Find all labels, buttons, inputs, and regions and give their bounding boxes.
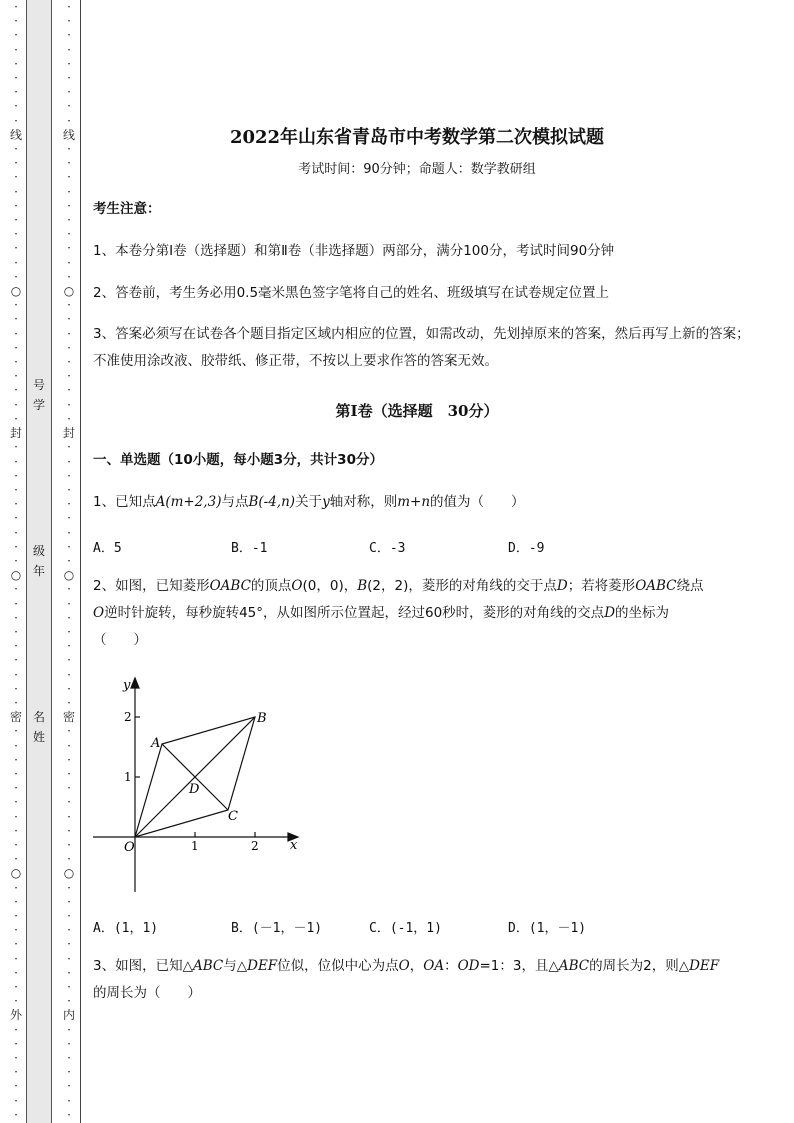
margin-dot: · (14, 738, 18, 753)
margin-dot: · (14, 213, 18, 228)
margin-dot: · (67, 326, 71, 341)
margin-dot: · (67, 440, 71, 455)
margin-dot: · (14, 142, 18, 157)
q2-text: 的坐标为 (615, 605, 670, 621)
q1-axis: y (322, 494, 330, 510)
margin-dot: · (14, 14, 18, 29)
field-char: 名 (32, 710, 45, 724)
q2-option-c[interactable]: C．(-1，1) (369, 921, 442, 936)
margin-dot: · (14, 227, 18, 242)
notice-item-3: 3、答案必须写在试卷各个题目指定区域内相应的位置，如需改动，先划掉原来的答案，然后再写上新的答案；不准使用涂改液、胶带纸、修正带，不按以上要求作答的答案无效。 (93, 326, 750, 369)
q2-option-a[interactable]: A．(1，1) (93, 921, 159, 936)
margin-dot: · (67, 269, 71, 284)
q1-text: 的值为（ ） (430, 494, 525, 510)
section-title: 第I卷（选择题 30分） (335, 402, 499, 420)
y-axis-label: y (123, 678, 131, 693)
margin-dot: · (67, 482, 71, 497)
margin-dot: · (67, 695, 71, 710)
margin-dot: · (14, 681, 18, 696)
margin-dot: · (14, 383, 18, 398)
margin-mark: 外 (9, 1008, 22, 1023)
margin-mark: 封 (62, 426, 75, 441)
grade-label (28, 541, 50, 581)
margin-dot: · (67, 497, 71, 512)
q1-text: 轴对称，则 (329, 494, 398, 510)
margin-mark: 密 (62, 710, 75, 725)
field-char: 级 (32, 544, 45, 558)
margin-dot: · (14, 85, 18, 100)
margin-dot: · (67, 1022, 71, 1037)
field-char: 号 (32, 378, 45, 392)
margin-dot: · (14, 28, 18, 43)
margin-dot: · (14, 1022, 18, 1037)
question-3 (93, 953, 753, 1007)
margin-dot: · (14, 1065, 18, 1080)
margin-dot: · (67, 639, 71, 654)
q3-text: 位似，位似中心为点 (277, 958, 399, 974)
margin-dot: · (67, 511, 71, 526)
q2-option-d[interactable]: D．(1，－1) (508, 921, 587, 936)
margin-dot: · (14, 269, 18, 284)
q3-line-1 (93, 953, 753, 980)
margin-dot: · (67, 468, 71, 483)
margin-dot: · (67, 411, 71, 426)
margin-dot: · (67, 880, 71, 895)
q1-text: 1、已知点 (93, 494, 156, 510)
margin-dot: · (67, 355, 71, 370)
margin-dot: · (14, 539, 18, 554)
margin-dot: · (14, 667, 18, 682)
right-dot-column (62, 0, 76, 1122)
q1-option-d[interactable]: D．-9 (508, 541, 545, 556)
margin-dot: · (67, 1051, 71, 1066)
q1-text: 与点 (221, 494, 249, 510)
margin-dot: · (67, 894, 71, 909)
margin-dot: · (67, 369, 71, 384)
rhombus-figure (88, 672, 308, 897)
notice-item-1: 1、本卷分第I卷（选择题）和第Ⅱ卷（非选择题）两部分，满分100分，考试时间90分钟 (93, 243, 615, 259)
q3-segment-od: OD (457, 958, 480, 974)
margin-dot: · (14, 937, 18, 952)
left-dot-column (9, 0, 23, 1122)
margin-dot: · (67, 454, 71, 469)
margin-dot: · (14, 113, 18, 128)
field-char: 年 (32, 564, 45, 578)
margin-dot: · (14, 170, 18, 185)
margin-dot: · (67, 397, 71, 412)
q3-triangle-def: DEF (247, 958, 278, 974)
q3-triangle-abc: ABC (192, 958, 224, 974)
margin-dot: · (67, 56, 71, 71)
margin-dot: · (14, 0, 18, 14)
q3-line-2: 的周长为（ ） (93, 985, 201, 1001)
margin-dot: · (67, 99, 71, 114)
q3-text: 与△ (223, 958, 248, 974)
margin-dot: · (14, 156, 18, 171)
margin-dot: · (67, 42, 71, 57)
field-char: 学 (32, 398, 45, 412)
page-title: 2022年山东省青岛市中考数学第二次模拟试题 (229, 127, 605, 148)
margin-dot: · (67, 965, 71, 980)
margin-dot: · (67, 909, 71, 923)
q2-option-b[interactable]: B．(－1，－1) (231, 921, 323, 936)
margin-dot: · (14, 923, 18, 938)
q3-triangle-abc: ABC (558, 958, 590, 974)
margin-dot: · (14, 312, 18, 327)
margin-dot: · (67, 781, 71, 796)
margin-dot: · (67, 198, 71, 213)
margin-dot: · (67, 383, 71, 398)
q1-option-a[interactable]: A．5 (93, 541, 122, 556)
q2-text: 的顶点 (250, 578, 292, 594)
margin-dot: · (14, 1079, 18, 1094)
margin-dot: · (14, 411, 18, 426)
margin-dot: · (67, 823, 71, 838)
q1-point-b: B(-4,n) (248, 494, 296, 510)
margin-dot: · (67, 213, 71, 228)
q1-text: 关于 (295, 494, 323, 510)
margin-dot: · (67, 582, 71, 597)
q3-point-o: O (398, 958, 410, 974)
margin-dot: · (14, 596, 18, 611)
student-id-label (28, 375, 50, 415)
margin-dot: · (67, 795, 71, 810)
margin-dot: · (67, 681, 71, 696)
margin-mark: 封 (9, 426, 22, 441)
margin-dot: · (14, 1093, 18, 1108)
margin-dot: · (14, 1107, 18, 1122)
margin-mark: ○ (10, 568, 22, 583)
q1-option-c[interactable]: C．-3 (369, 541, 406, 556)
margin-dot: · (14, 852, 18, 867)
margin-dot: · (67, 184, 71, 199)
margin-dot: · (14, 980, 18, 995)
margin-dot: · (67, 667, 71, 682)
margin-dot: · (14, 468, 18, 483)
q3-segment-oa: OA (423, 958, 445, 974)
margin-dot: · (14, 440, 18, 455)
q3-text: ： (444, 958, 458, 974)
margin-mark: ○ (10, 284, 22, 299)
margin-dot: · (67, 1107, 71, 1122)
margin-dot: · (67, 923, 71, 938)
margin-dot: · (14, 241, 18, 256)
margin-dot: · (14, 894, 18, 909)
margin-dot: · (14, 781, 18, 796)
vertex-label-a: A (151, 736, 161, 751)
tick-label-x1: 1 (191, 839, 199, 853)
margin-dot: · (67, 71, 71, 86)
margin-dot: · (67, 170, 71, 185)
margin-dot: · (14, 965, 18, 980)
field-char: 姓 (32, 730, 45, 744)
margin-dot: · (67, 0, 71, 14)
margin-dot: · (14, 42, 18, 57)
q2-text: (0，0)， (302, 578, 358, 594)
margin-mark: ○ (63, 568, 75, 583)
margin-dot: · (67, 752, 71, 767)
margin-dot: · (67, 539, 71, 554)
q2-line-2 (93, 600, 753, 627)
name-label (28, 707, 50, 747)
margin-dot: · (67, 624, 71, 639)
margin-dot: · (67, 980, 71, 995)
margin-dot: · (67, 28, 71, 43)
vertex-label-d: D (189, 782, 200, 797)
margin-dot: · (67, 809, 71, 824)
q3-text: =1：3，且△ (479, 958, 559, 974)
exam-subtitle: 考试时间：90分钟；命题人：数学教研组 (298, 162, 536, 177)
margin-dot: · (14, 1036, 18, 1051)
margin-dot: · (67, 653, 71, 668)
margin-dot: · (14, 951, 18, 966)
margin-dot: · (14, 880, 18, 895)
margin-dot: · (67, 994, 71, 1009)
part-heading: 一、单选题（10小题，每小题3分，共计30分） (93, 452, 383, 468)
q2-point-d: D (604, 605, 616, 621)
margin-rule (80, 0, 81, 1123)
margin-dot: · (67, 766, 71, 781)
margin-dot: · (67, 312, 71, 327)
question-2 (93, 573, 753, 654)
q2-text: 逆时针旋转，每秒旋转45°，从如图所示位置起，经过60秒时，菱形的对角线的交点 (104, 605, 605, 621)
margin-dot: · (14, 369, 18, 384)
margin-dot: · (14, 56, 18, 71)
margin-dot: · (14, 184, 18, 199)
margin-dot: · (67, 1065, 71, 1080)
margin-dot: · (67, 525, 71, 540)
notice-heading: 考生注意： (93, 201, 161, 217)
x-axis-label: x (290, 838, 298, 853)
margin-dot: · (14, 695, 18, 710)
margin-dot: · (14, 724, 18, 739)
margin-dot: · (67, 738, 71, 753)
margin-dot: · (67, 1079, 71, 1094)
margin-dot: · (14, 639, 18, 654)
margin-dot: · (67, 142, 71, 157)
q3-text: ， (409, 958, 424, 974)
notice-item-2: 2、答卷前，考生务必用0.5毫米黑色签字笔将自己的姓名、班级填写在试卷规定位置上 (93, 285, 610, 301)
margin-dot: · (14, 809, 18, 824)
q2-line-1 (93, 573, 753, 600)
origin-label: O (124, 840, 135, 855)
vertex-label-c: C (228, 809, 238, 824)
q2-rhombus: OABC (635, 578, 677, 594)
margin-dot: · (14, 823, 18, 838)
q2-text: 2、如图，已知菱形 (93, 578, 210, 594)
margin-mark: 内 (62, 1008, 75, 1023)
margin-mark: 线 (62, 127, 75, 142)
margin-mark: ○ (10, 866, 22, 881)
margin-dot: · (14, 582, 18, 597)
margin-dot: · (67, 553, 71, 568)
margin-dot: · (14, 355, 18, 370)
margin-dot: · (67, 724, 71, 739)
margin-dot: · (67, 1036, 71, 1051)
margin-dot: · (14, 99, 18, 114)
margin-dot: · (67, 937, 71, 952)
margin-dot: · (67, 1093, 71, 1108)
margin-dot: · (14, 340, 18, 355)
q3-triangle-def: DEF (689, 958, 720, 974)
q2-point-d: D (556, 578, 568, 594)
margin-dot: · (67, 241, 71, 256)
margin-dot: · (14, 766, 18, 781)
margin-dot: · (14, 198, 18, 213)
margin-dot: · (67, 227, 71, 242)
margin-mark: 密 (9, 710, 22, 725)
margin-dot: · (14, 525, 18, 540)
margin-dot: · (14, 553, 18, 568)
margin-dot: · (14, 752, 18, 767)
margin-dot: · (67, 14, 71, 29)
question-1 (93, 489, 753, 516)
margin-dot: · (67, 951, 71, 966)
margin-dot: · (67, 156, 71, 171)
margin-mark: ○ (63, 284, 75, 299)
margin-dot: · (67, 596, 71, 611)
margin-dot: · (14, 397, 18, 412)
tick-label-x2: 2 (251, 839, 259, 853)
q2-point-o: O (291, 578, 303, 594)
q2-text: 绕点 (676, 578, 704, 594)
margin-dot: · (14, 326, 18, 341)
q1-point-a: A(m+2,3) (155, 494, 222, 510)
q2-line-3: （ ） (93, 632, 147, 648)
margin-dot: · (14, 994, 18, 1009)
margin-dot: · (14, 909, 18, 923)
margin-dot: · (14, 624, 18, 639)
margin-dot: · (14, 482, 18, 497)
vertex-label-b: B (257, 711, 267, 726)
q2-point-o: O (93, 605, 105, 621)
margin-dot: · (14, 71, 18, 86)
margin-dot: · (67, 852, 71, 867)
margin-dot: · (14, 454, 18, 469)
margin-dot: · (67, 298, 71, 313)
y-axis-arrow (131, 678, 139, 688)
q3-text: 3、如图，已知△ (93, 958, 193, 974)
margin-dot: · (14, 497, 18, 512)
margin-dot: · (14, 1051, 18, 1066)
margin-dot: · (67, 340, 71, 355)
margin-dot: · (67, 255, 71, 270)
q1-option-b[interactable]: B．-1 (231, 541, 268, 556)
q2-point-b: B (357, 578, 368, 594)
q1-expr: m+n (397, 494, 431, 510)
margin-dot: · (14, 795, 18, 810)
margin-dot: · (67, 113, 71, 128)
q2-text: ；若将菱形 (567, 578, 636, 594)
margin-dot: · (14, 255, 18, 270)
margin-dot: · (14, 298, 18, 313)
margin-mark: ○ (63, 866, 75, 881)
margin-dot: · (67, 610, 71, 625)
margin-dot: · (14, 610, 18, 625)
tick-label-y1: 1 (124, 770, 132, 784)
q2-text: (2，2)，菱形的对角线的交于点 (367, 578, 557, 594)
q2-rhombus: OABC (209, 578, 251, 594)
margin-dot: · (67, 837, 71, 852)
margin-dot: · (14, 837, 18, 852)
tick-label-y2: 2 (124, 710, 132, 724)
margin-mark: 线 (9, 127, 22, 142)
margin-dot: · (14, 653, 18, 668)
margin-dot: · (67, 85, 71, 100)
margin-dot: · (14, 511, 18, 526)
q3-text: 的周长为2，则△ (589, 958, 690, 974)
